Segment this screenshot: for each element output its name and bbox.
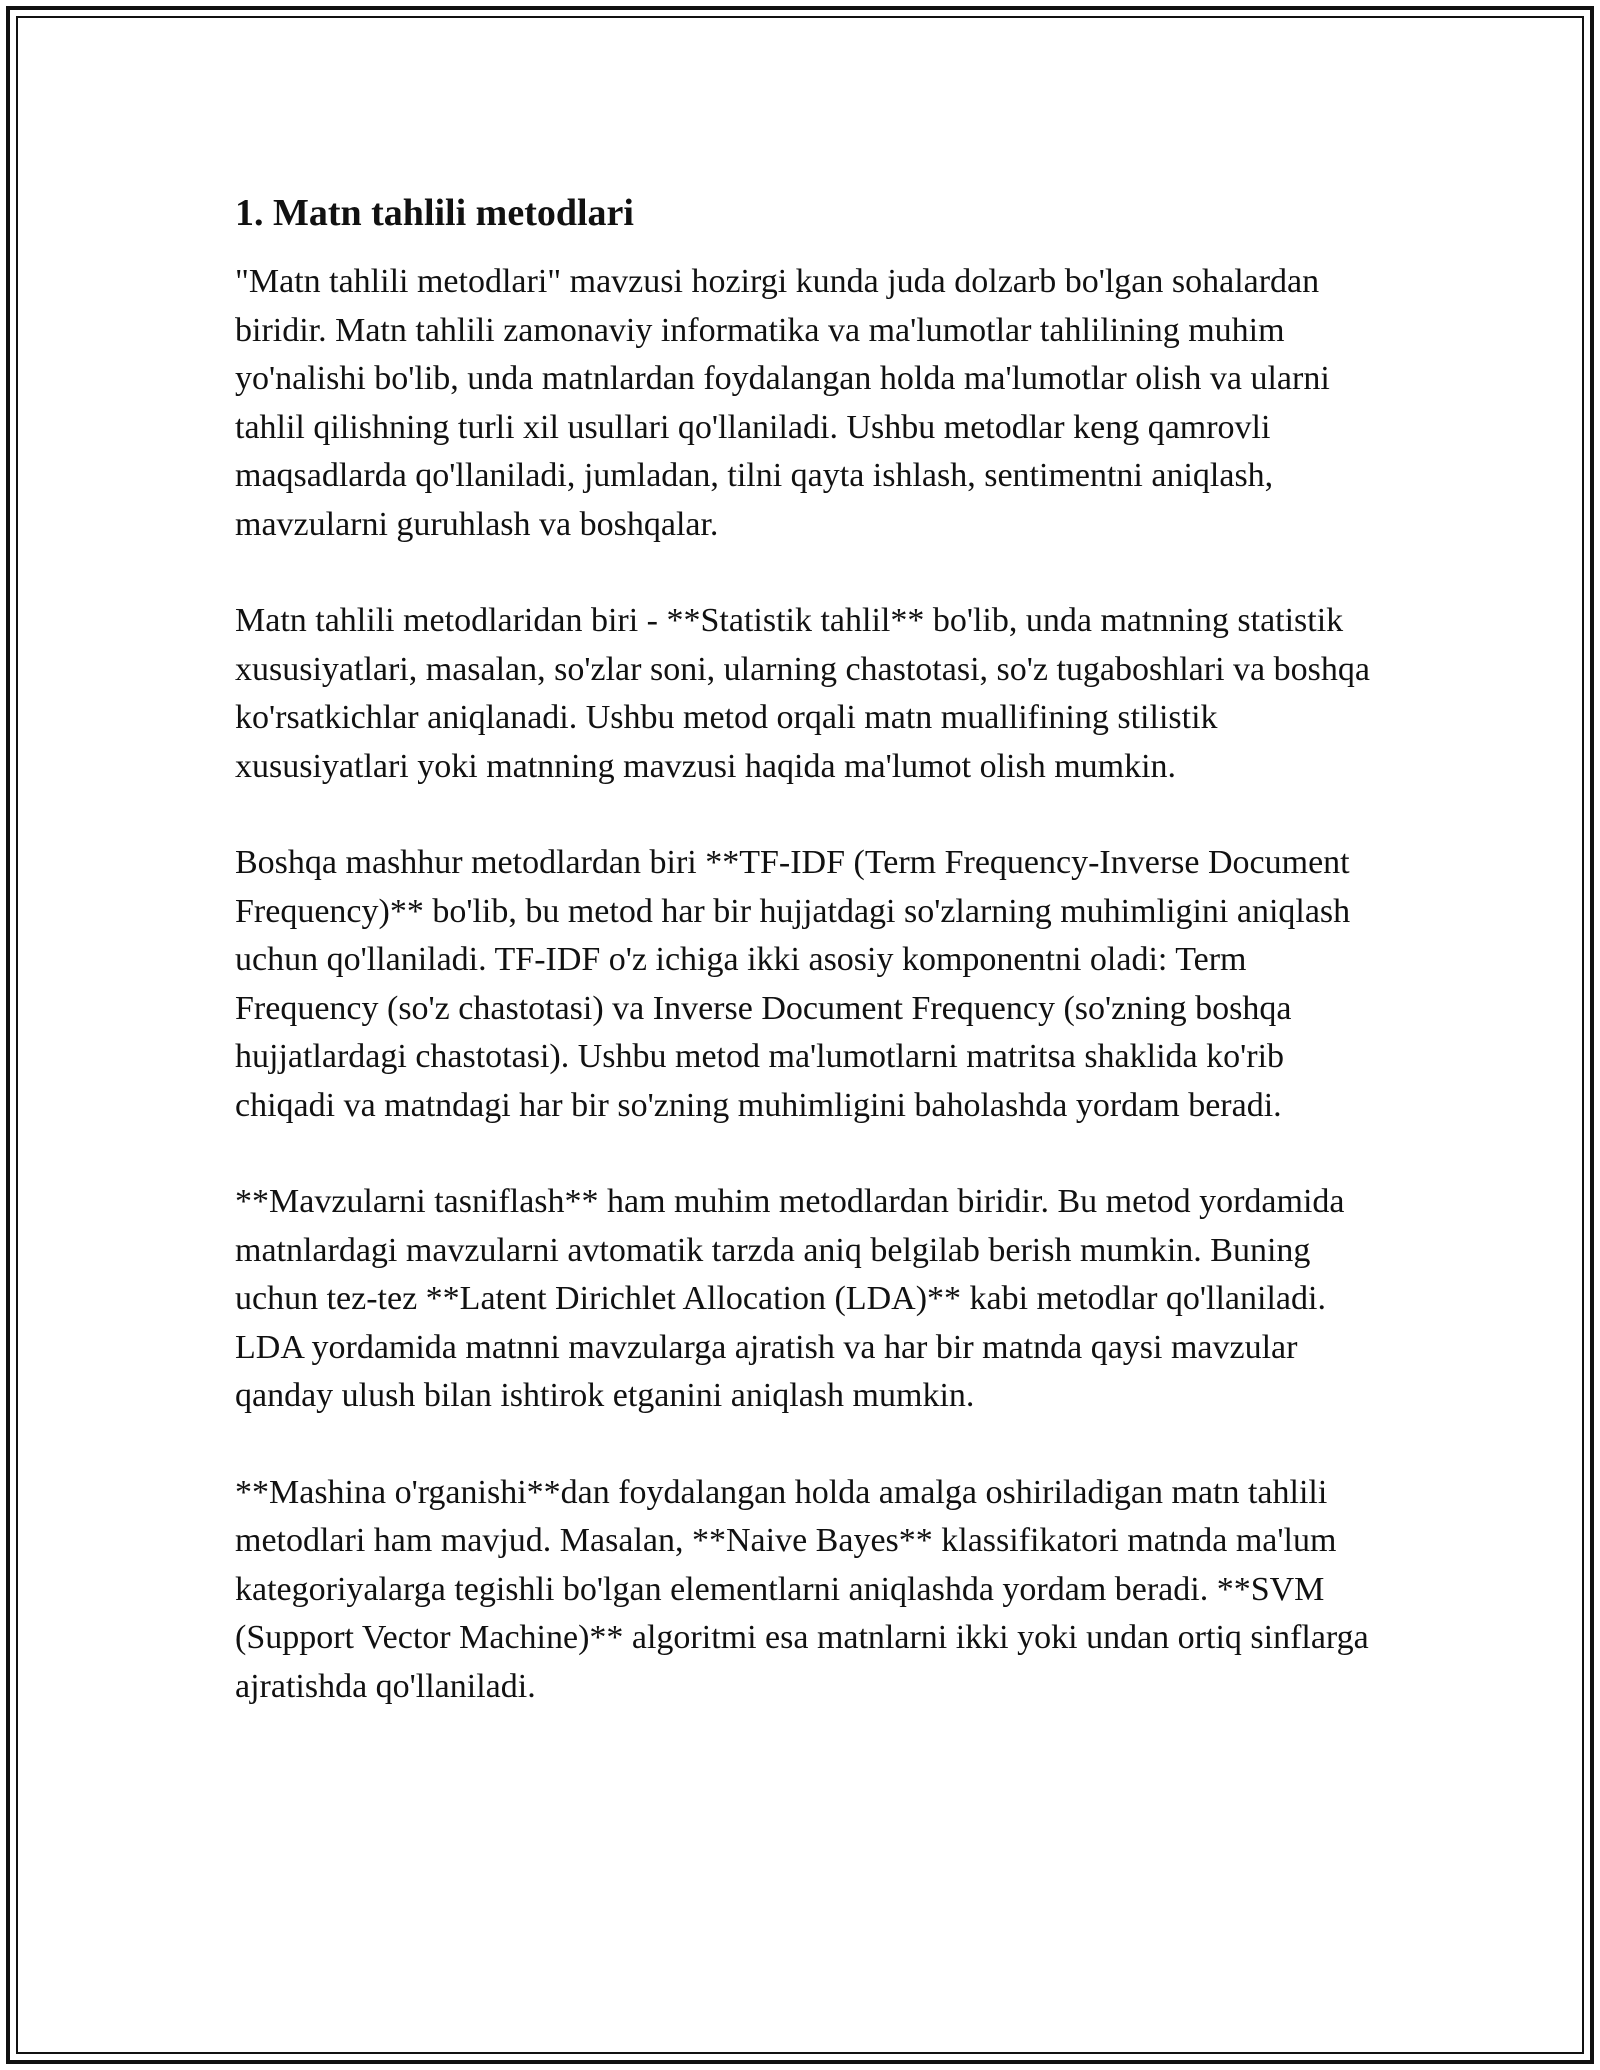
document-title: 1. Matn tahlili metodlari	[235, 192, 634, 234]
paragraph-tf-idf: Boshqa mashhur metodlardan biri **TF-IDF (Term Frequency-Inverse Document Frequency)** bo'lib, bu metod har bir hujjatdagi so'zlarning muhimligini aniqlash uchun qo'llaniladi. TF-IDF o'z ichiga ikki asosiy komponentni oladi: Term Frequency (so'z chastotasi) va Inverse Document Frequency (so'zning boshqa hujjatlardagi chastotasi). Ushbu metod ma'lumotlarni matritsa shaklida ko'rib chiqadi va matndagi har bir so'zning muhimligini baholashda yordam beradi.	[235, 844, 1351, 1124]
paragraph-intro: "Matn tahlili metodlari" mavzusi hozirgi kunda juda dolzarb bo'lgan sohalardan biridir. Matn tahlili zamonaviy informatika va ma'lumotlar tahlilining muhim yo'nalishi bo'lib, unda matnlardan foydalangan holda ma'lumotlar olish va ularni tahlil qilishning turli xil usullari qo'llaniladi. Ushbu metodlar keng qamrovli maqsadlarda qo'llaniladi, jumladan, tilni qayta ishlash, sentimentni aniqlash, mavzularni guruhlash va boshqalar.	[235, 263, 1330, 543]
document-body	[235, 188, 1375, 1711]
paragraph-statistical-analysis: Matn tahlili metodlaridan biri - **Statistik tahlil** bo'lib, unda matnning statistik xususiyatlari, masalan, so'zlar soni, ularning chastotasi, so'z tugaboshlari va boshqa ko'rsatkichlar aniqlanadi. Ushbu metod orqali matn muallifining stilistik xususiyatlari yoki matnning mavzusi haqida ma'lumot olish mumkin.	[235, 602, 1370, 785]
paragraph-topic-classification: **Mavzularni tasniflash** ham muhim metodlardan biridir. Bu metod yordamida matnlardagi mavzularni avtomatik tarzda aniq belgilab berish mumkin. Buning uchun tez-tez **Latent Dirichlet Allocation (LDA)** kabi metodlar qo'llaniladi. LDA yordamida matnni mavzularga ajratish va har bir matnda qaysi mavzular qanday ulush bilan ishtirok etganini aniqlash mumkin.	[235, 1183, 1345, 1414]
paragraph-machine-learning: **Mashina o'rganishi**dan foydalangan holda amalga oshiriladigan matn tahlili metodlari ham mavjud. Masalan, **Naive Bayes** klassifikatori matnda ma'lum kategoriyalarga tegishli bo'lgan elementlarni aniqlashda yordam beradi. **SVM (Support Vector Machine)** algoritmi esa matnlarni ikki yoki undan ortiq sinflarga ajratishda qo'llaniladi.	[235, 1473, 1369, 1705]
